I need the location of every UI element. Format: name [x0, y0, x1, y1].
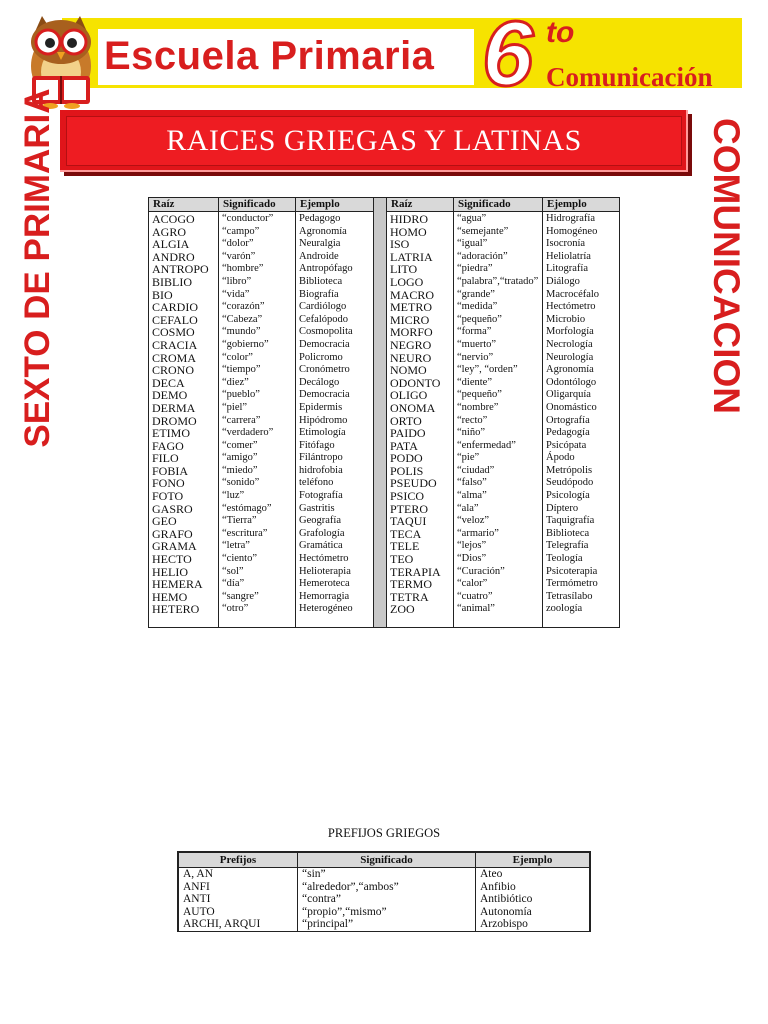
table-cell: “libro” [222, 275, 252, 287]
table-cell: AGRO [152, 224, 187, 239]
table-cell: “amigo” [222, 452, 258, 464]
prefixes-grid [178, 852, 590, 931]
side-label-right: COMUNICACION [706, 118, 747, 414]
table-cell: Biblioteca [546, 527, 590, 539]
table-cell: “agua” [457, 213, 487, 224]
table-cell: “ala” [457, 502, 479, 514]
table-cell: Epidermis [299, 401, 343, 413]
table-cell: Biblioteca [299, 275, 343, 287]
table-cell: Hemeroteca [299, 578, 350, 590]
table-cell: Arzobispo [476, 918, 590, 931]
column-header: Ejemplo [476, 853, 590, 868]
left-roots-list [149, 212, 218, 616]
table-cell: Psicología [546, 490, 590, 502]
column-header: Prefijos [179, 853, 298, 868]
table-cell: “verdadero” [222, 427, 274, 439]
roots-table [148, 197, 620, 628]
table-cell: “niño” [457, 427, 485, 439]
table-cell: Autonomía [476, 906, 590, 919]
table-cell: ACOGO [152, 212, 195, 226]
table-cell: “conductor” [222, 213, 274, 224]
table-cell: ANTI [179, 893, 298, 906]
left-examples-list [296, 212, 373, 616]
left-roots-column [149, 198, 219, 627]
table-cell: “miedo” [222, 464, 258, 476]
table-cell: Telegrafía [546, 540, 589, 552]
table-cell: “ciudad” [457, 464, 495, 476]
table-cell: PTERO [390, 501, 429, 516]
table-cell: “adoración” [457, 250, 508, 262]
table-cell: METRO [390, 300, 432, 315]
table-cell: CRONO [152, 363, 195, 378]
left-meanings-column [219, 198, 296, 627]
table-cell: Litografía [546, 263, 588, 275]
table-cell: Homogéneo [546, 225, 598, 237]
table-cell: TERAPIA [390, 564, 441, 579]
table-cell: PSEUDO [390, 476, 437, 491]
table-cell: Hectómetro [299, 553, 349, 565]
table-cell: DECA [152, 375, 185, 390]
table-cell: HETERO [152, 602, 200, 617]
table-cell: “corazón” [222, 301, 265, 313]
table-cell: ALGIA [152, 237, 190, 252]
prefixes-caption: PREFIJOS GRIEGOS [327, 826, 441, 840]
table-cell: Androide [299, 250, 339, 262]
page-title: RAICES GRIEGAS Y LATINAS [166, 124, 582, 157]
table-cell: “grande” [457, 288, 495, 300]
table-cell: Neurología [546, 351, 594, 363]
table-cell: Cosmopolita [299, 326, 353, 338]
table-cell: MICRO [390, 312, 430, 327]
table-cell: Heliolatría [546, 250, 591, 262]
table-cell: “nervio” [457, 351, 494, 363]
school-name: Escuela Primaria [104, 34, 435, 78]
table-row [179, 868, 590, 881]
table-cell: TERMO [390, 577, 432, 592]
table-cell: Policromo [299, 351, 343, 363]
prefixes-table [177, 851, 591, 932]
table-cell: Geografía [299, 515, 341, 527]
table-cell: TEO [390, 552, 414, 567]
table-cell: “hombre” [222, 263, 264, 275]
table-cell: “gobierno” [222, 338, 269, 350]
table-cell: HOMO [390, 224, 427, 239]
table-cell: Fotografía [299, 490, 343, 502]
table-cell: BIBLIO [152, 274, 192, 289]
table-cell: Oligarquía [546, 389, 591, 401]
table-cell: “vida” [222, 288, 250, 300]
table-cell: “Tierra” [222, 515, 257, 527]
table-cell: “escritura” [222, 527, 268, 539]
table-cell: DROMO [152, 413, 197, 428]
table-cell: Etimología [299, 427, 346, 439]
table-cell: CEFALO [152, 312, 198, 327]
right-examples-list [543, 212, 619, 616]
table-cell: AUTO [179, 906, 298, 919]
left-meanings-list [219, 212, 295, 616]
table-cell: “recto” [457, 414, 488, 426]
table-cell: “pueblo” [222, 389, 260, 401]
table-cell: ONOMA [390, 400, 436, 415]
table-cell: “nombre” [457, 401, 499, 413]
table-cell: teléfono [299, 477, 334, 489]
table-row [179, 881, 590, 894]
table-cell: “lejos” [457, 540, 487, 552]
table-cell: “campo” [222, 225, 260, 237]
table-cell: ANDRO [152, 249, 195, 264]
table-cell: Diálogo [546, 275, 580, 287]
table-cell: Antibiótico [476, 893, 590, 906]
table-cell: “cuatro” [457, 590, 493, 602]
table-cell: HEMERA [152, 577, 203, 592]
table-cell: “propio”,“mismo” [298, 906, 476, 919]
table-cell: LATRIA [390, 249, 433, 264]
table-cell: FONO [152, 476, 185, 491]
table-cell: “varón” [222, 250, 256, 262]
table-cell: “ley”, “orden” [457, 364, 518, 376]
table-cell: FAGO [152, 438, 184, 453]
table-cell: ORTO [390, 413, 422, 428]
table-cell: “alma” [457, 490, 487, 502]
column-header: Ejemplo [543, 198, 619, 212]
table-cell: Agronomía [299, 225, 347, 237]
table-cell: “sangre” [222, 590, 259, 602]
column-header: Raíz [149, 198, 218, 212]
table-cell: “otro” [222, 603, 249, 615]
title-banner [60, 110, 688, 172]
table-cell: HECTO [152, 552, 192, 567]
table-cell: GRAFO [152, 526, 193, 541]
column-header: Raíz [387, 198, 453, 212]
table-cell: POLIS [390, 463, 424, 478]
table-cell: MORFO [390, 325, 433, 340]
table-cell: “armario” [457, 527, 499, 539]
table-cell: “Dios” [457, 553, 487, 565]
table-cell: HIDRO [390, 212, 428, 226]
table-cell: Democracia [299, 338, 350, 350]
column-header: Ejemplo [296, 198, 373, 212]
table-cell: Democracia [299, 389, 350, 401]
table-cell: ANTROPO [152, 262, 209, 277]
table-cell: “pequeño” [457, 313, 502, 325]
table-cell: Psicoterapia [546, 565, 598, 577]
table-cell: PATA [390, 438, 418, 453]
prefixes-header-row [179, 853, 590, 868]
table-cell: Grafología [299, 527, 345, 539]
table-cell: FOBIA [152, 463, 189, 478]
table-cell: “enfermedad” [457, 439, 516, 451]
title-banner-inner [66, 116, 682, 166]
table-cell: “diente” [457, 376, 492, 388]
table-cell: “piel” [222, 401, 248, 413]
table-cell: MACRO [390, 287, 435, 302]
table-cell: FILO [152, 451, 179, 466]
table-row [179, 893, 590, 906]
right-meanings-list [454, 212, 542, 616]
table-cell: “palabra”,“tratado” [457, 275, 539, 287]
table-cell: “muerto” [457, 338, 497, 350]
table-cell: Anfibio [476, 881, 590, 894]
table-cell: Gramática [299, 540, 343, 552]
table-cell: Seudópodo [546, 477, 594, 489]
table-cell: Cardiólogo [299, 301, 347, 313]
table-cell: NEGRO [390, 337, 432, 352]
table-cell: COSMO [152, 325, 195, 340]
table-cell: HELIO [152, 564, 188, 579]
table-cell: FOTO [152, 489, 184, 504]
table-cell: LITO [390, 262, 418, 277]
table-cell: Pedagogo [299, 213, 341, 224]
table-cell: Morfología [546, 326, 594, 338]
table-cell: DERMA [152, 400, 196, 415]
table-cell: HEMO [152, 589, 188, 604]
table-cell: “falso” [457, 477, 487, 489]
table-cell: Cefalópodo [299, 313, 348, 325]
table-cell: Tetrasílabo [546, 590, 593, 602]
table-cell: “principal” [298, 918, 476, 931]
table-cell: “luz” [222, 490, 245, 502]
table-cell: TELE [390, 539, 420, 554]
table-cell: LOGO [390, 274, 424, 289]
table-cell: TAQUI [390, 514, 427, 529]
table-cell: “carrera” [222, 414, 261, 426]
table-cell: Microbio [546, 313, 586, 325]
table-cell: Cronómetro [299, 364, 350, 376]
table-cell: Hemorragia [299, 590, 350, 602]
table-cell: ETIMO [152, 426, 190, 441]
table-cell: “ciento” [222, 553, 257, 565]
table-cell: “color” [222, 351, 253, 363]
table-cell: Hidrografía [546, 213, 595, 224]
table-cell: Macrocéfalo [546, 288, 600, 300]
right-meanings-column [454, 198, 543, 627]
table-cell: “forma” [457, 326, 492, 338]
table-cell: Ápodo [546, 452, 575, 464]
table-cell: “comer” [222, 439, 258, 451]
table-cell: Hectómetro [546, 301, 596, 313]
left-examples-column [296, 198, 373, 627]
table-cell: A, AN [179, 868, 298, 881]
table-cell: BIO [152, 287, 173, 302]
right-examples-column [543, 198, 619, 627]
table-cell: “letra” [222, 540, 250, 552]
table-cell: “pie” [457, 452, 480, 464]
table-cell: NOMO [390, 363, 427, 378]
column-divider [373, 198, 387, 627]
table-cell: CRACIA [152, 337, 198, 352]
table-cell: “piedra” [457, 263, 493, 275]
table-cell: GASRO [152, 501, 193, 516]
table-cell: “mundo” [222, 326, 261, 338]
table-cell: “semejante” [457, 225, 509, 237]
table-cell: PODO [390, 451, 423, 466]
table-cell: PAIDO [390, 426, 426, 441]
table-row [179, 918, 590, 931]
table-cell: OLIGO [390, 388, 428, 403]
course-name: Comunicación [546, 62, 713, 92]
table-cell: “día” [222, 578, 245, 590]
table-cell: Odontólogo [546, 376, 597, 388]
table-cell: ISO [390, 237, 410, 252]
table-cell: “estómago” [222, 502, 272, 514]
table-cell: “animal” [457, 603, 495, 615]
table-cell: Heterogéneo [299, 603, 353, 615]
table-cell: PSICO [390, 489, 425, 504]
table-cell: Decálogo [299, 376, 340, 388]
table-cell: TETRA [390, 589, 429, 604]
table-cell: “sin” [298, 868, 476, 881]
table-cell: ARCHI, ARQUI [179, 918, 298, 931]
table-cell: Ortografía [546, 414, 590, 426]
table-cell: “pequeño” [457, 389, 502, 401]
table-cell: “dolor” [222, 238, 254, 250]
table-cell: Antropófago [299, 263, 353, 275]
table-row [179, 906, 590, 919]
table-cell: Isocronía [546, 238, 586, 250]
grade-suffix: to [546, 16, 575, 49]
table-cell: Neuralgia [299, 238, 341, 250]
table-cell: Díptero [546, 502, 579, 514]
grade-number: 6 [482, 3, 534, 105]
table-cell: “contra” [298, 893, 476, 906]
table-cell: “sol” [222, 565, 244, 577]
side-label-left: SEXTO DE PRIMARIA [18, 88, 57, 448]
table-cell: Hipódromo [299, 414, 348, 426]
table-cell: “igual” [457, 238, 488, 250]
table-cell: “Cabeza” [222, 313, 263, 325]
table-cell: GRAMA [152, 539, 197, 554]
column-header: Significado [298, 853, 476, 868]
table-cell: ODONTO [390, 375, 441, 390]
right-roots-column [387, 198, 454, 627]
table-cell: Teología [546, 553, 583, 565]
table-cell: Pedagogía [546, 427, 590, 439]
table-cell: Fitófago [299, 439, 335, 451]
table-cell: Onomástico [546, 401, 597, 413]
table-cell: TECA [390, 526, 422, 541]
table-cell: “tiempo” [222, 364, 261, 376]
table-cell: ANFI [179, 881, 298, 894]
table-cell: CARDIO [152, 300, 199, 315]
table-cell: Agronomía [546, 364, 594, 376]
column-header: Significado [454, 198, 542, 212]
table-cell: Termómetro [546, 578, 598, 590]
right-roots-list [387, 212, 453, 616]
table-cell: DEMO [152, 388, 188, 403]
prefixes-body [179, 868, 590, 931]
table-cell: “alrededor”,“ambos” [298, 881, 476, 894]
table-cell: Necrología [546, 338, 593, 350]
table-cell: Metrópolis [546, 464, 593, 476]
table-cell: “Curación” [457, 565, 505, 577]
table-cell: Psicópata [546, 439, 587, 451]
table-cell: ZOO [390, 602, 415, 617]
table-cell: Ateo [476, 868, 590, 881]
table-cell: Gastritis [299, 502, 335, 514]
table-cell: “sonido” [222, 477, 260, 489]
table-cell: “diez” [222, 376, 249, 388]
column-header: Significado [219, 198, 295, 212]
table-cell: zoología [546, 603, 583, 615]
table-cell: hidrofobia [299, 464, 343, 476]
table-cell: CROMA [152, 350, 197, 365]
table-cell: Helioterapia [299, 565, 351, 577]
table-cell: Biografía [299, 288, 339, 300]
table-cell: “veloz” [457, 515, 490, 527]
table-cell: Filántropo [299, 452, 343, 464]
table-cell: GEO [152, 514, 177, 529]
table-cell: “medida” [457, 301, 498, 313]
table-cell: NEURO [390, 350, 432, 365]
table-cell: Taquigrafía [546, 515, 595, 527]
table-cell: “calor” [457, 578, 488, 590]
